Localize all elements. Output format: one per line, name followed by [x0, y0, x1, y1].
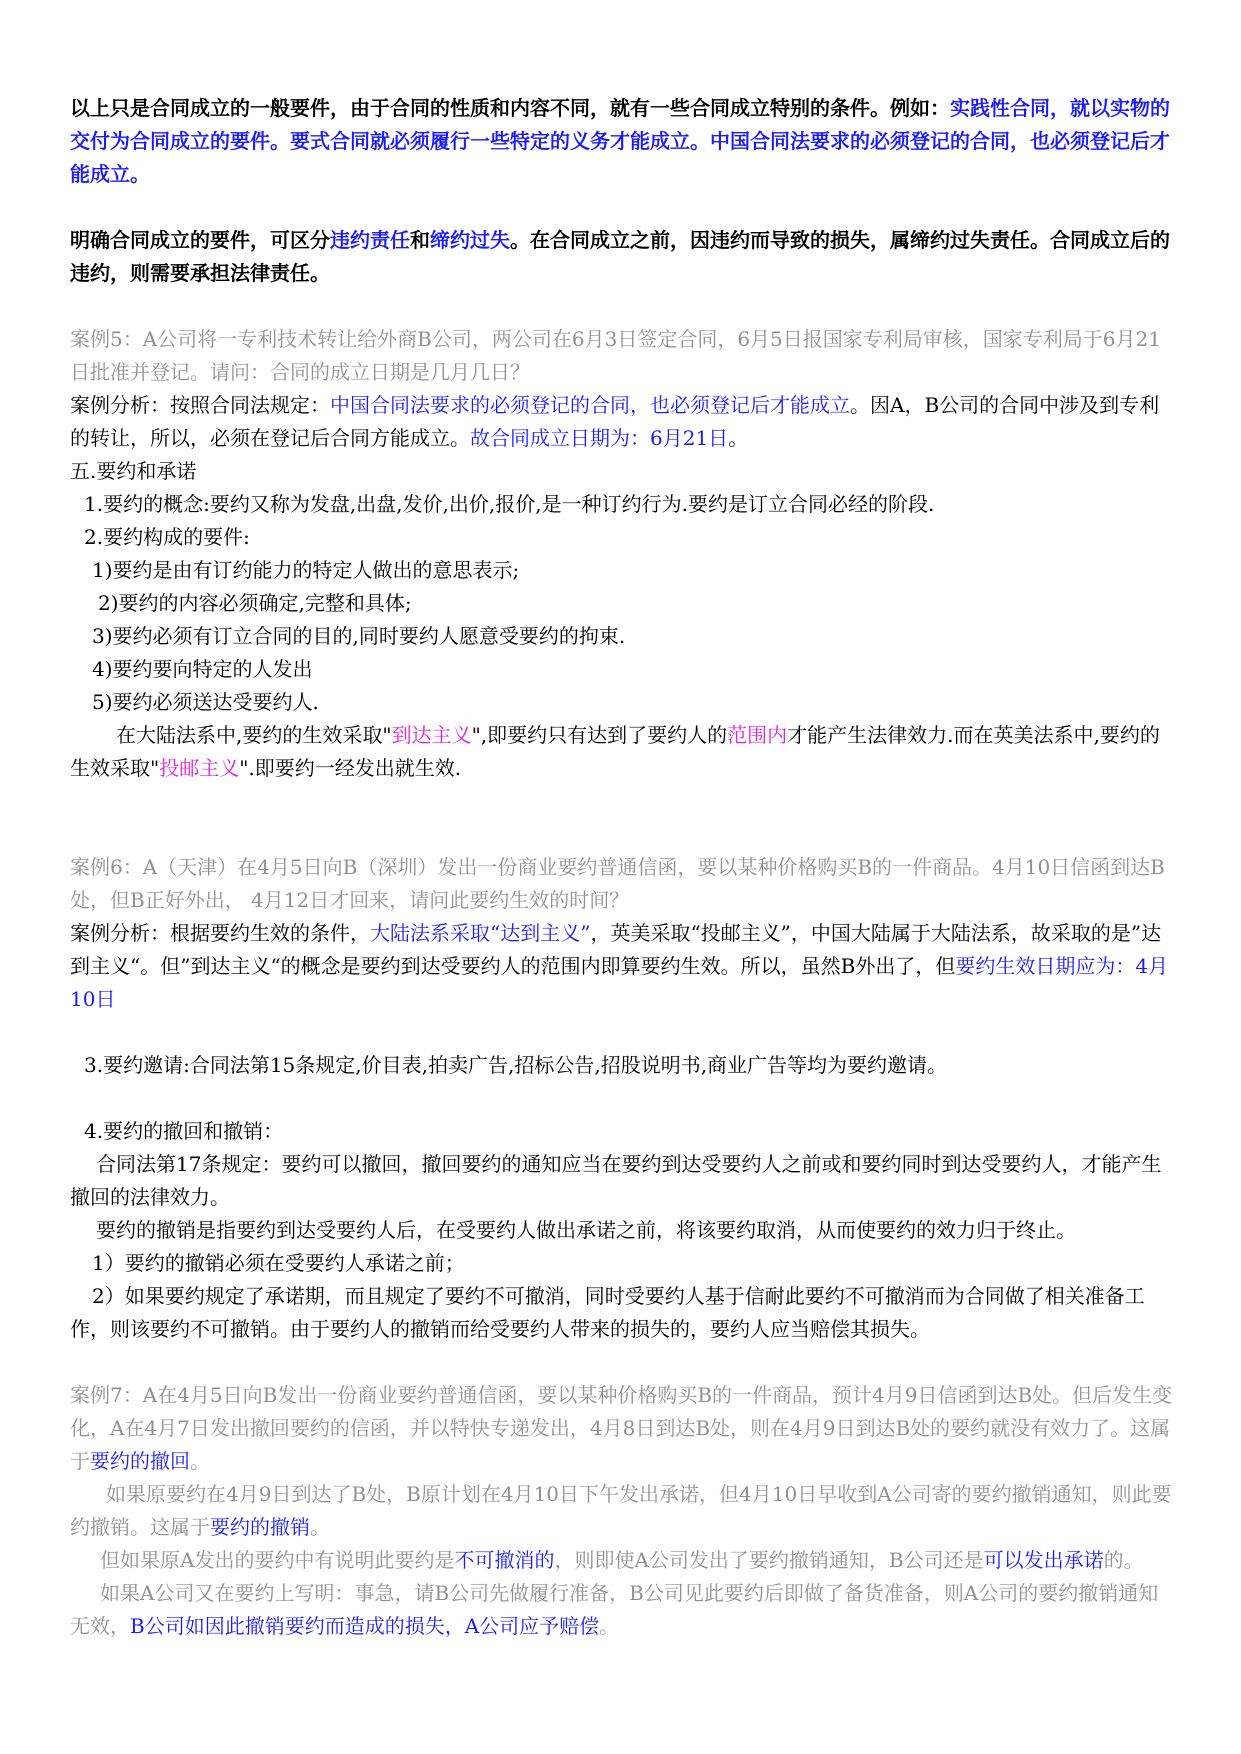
case7-p1-c: 。: [190, 1449, 210, 1473]
case7-p4-a: 如果A公司又在要约上写明：事急，请B公司先做履行准备，B公司见此要约后即做了备货准备，则A公司的要约撤销通知无效，: [70, 1581, 1159, 1638]
rule-a: 在大陆法系中,要约的生效采取": [116, 723, 392, 747]
case7-p3-e: 的。: [1103, 1548, 1144, 1572]
item4-title: 4.要约的撤回和撤销：: [84, 1119, 284, 1143]
case7-p3: [70, 1544, 1176, 1577]
para2-breach-liability: 违约责任: [330, 228, 410, 252]
rule-g: ".即要约一经发出就生效.: [239, 756, 462, 780]
para1-text: 以上只是合同成立的一般要件，由于合同的性质和内容不同，就有一些合同成立特别的条件。例如：: [70, 96, 950, 120]
case5-analysis-e: 。: [728, 426, 749, 450]
para2-text-a: 明确合同成立的要件，可区分: [70, 228, 330, 252]
item4-p3: 1）要约的撤销必须在受要约人承诺之前；: [92, 1251, 465, 1275]
document-page: [70, 92, 1176, 1643]
case6-analysis-b: 大陆法系采取“达到主义”: [370, 921, 591, 945]
rule-c: ",即要约只有达到了要约人的: [471, 723, 728, 747]
section5-req5: 5)要约必须送达受要约人.: [92, 690, 319, 714]
case5-analysis-c: 。因A，B公司的合同中涉及到专利的转让，所以，必须在登记后合同方能成立。: [70, 393, 1160, 450]
item4-p2: 要约的撤销是指要约到达受要约人后，在受要约人做出承诺之前，将该要约取消，从而使要约的效力归于终止。: [96, 1218, 1076, 1242]
case7-p2-a: 如果原要约在4月9日到达了B处，B原计划在4月10日下午发出承诺，但4月10日早收到A公司寄的要约撤销通知，则此要约撤销。这属于: [70, 1482, 1172, 1539]
case7-p3-c: ，则即使A公司发出了要约撤销通知，B公司还是: [554, 1548, 984, 1572]
case5-analysis-d: 故合同成立日期为：6月21日: [470, 426, 729, 450]
case6-analysis-d: 要约生效日期应为：4月10日: [70, 954, 1169, 1011]
case7-revocation: 要约的撤销: [210, 1515, 310, 1539]
rule-e: 才能产生法律效力.而在英美法系中,要约的生效采取": [70, 723, 1160, 780]
case7-p2: [70, 1478, 1176, 1544]
section5-rule: [70, 719, 1176, 785]
case7-p3-a: 但如果原A发出的要约中有说明此要约是: [100, 1548, 455, 1572]
case5-analysis-b: 中国合同法要求的必须登记的合同，也必须登记后才能成立: [330, 393, 850, 417]
case5-analysis-a: 案例分析：按照合同法规定：: [70, 393, 330, 417]
case6-analysis: [70, 917, 1176, 1016]
section5-item1: 1.要约的概念:要约又称为发盘,出盘,发价,出价,报价,是一种订约行为.要约是订立合同必经的阶段.: [84, 492, 935, 516]
para2-text-c: 和: [410, 228, 430, 252]
section5-title: 五.要约和承诺: [70, 459, 197, 483]
item4-p1: 合同法第17条规定：要约可以撤回，撤回要约的通知应当在要约到达受要约人之前或和要约同时到达受要约人，才能产生撤回的法律效力。: [70, 1152, 1162, 1209]
para-special-conditions: [70, 92, 1176, 191]
item3-invitation: 3.要约邀请:合同法第15条规定,价目表,拍卖广告,招标公告,招股说明书,商业广告等均为要约邀请。: [84, 1053, 948, 1077]
case7-p4-c: 。: [599, 1614, 620, 1638]
para-distinguish-liability: [70, 224, 1176, 290]
case5-analysis: [70, 389, 1176, 455]
section5-req4: 4)要约要向特定的人发出: [92, 657, 313, 681]
para1-highlight: 实践性合同，就以实物的交付为合同成立的要件。要式合同就必须履行一些特定的义务才能成立。中国合同法要求的必须登记的合同，也必须登记后才能成立。: [70, 96, 1170, 186]
case7-p4: [70, 1577, 1176, 1643]
case7-p1: [70, 1379, 1176, 1478]
rule-mailbox: 投邮主义: [159, 756, 240, 780]
case6-analysis-a: 案例分析：根据要约生效的条件，: [70, 921, 370, 945]
para2-culpa: 缔约过失: [430, 228, 510, 252]
case7-p1-a: 案例7：A在4月5日向B发出一份商业要约普通信函，要以某种价格购买B的一件商品，预计4月9日信函到达B处。但后发生变化，A在4月7日发出撤回要约的信函，并以特快专递发出，4月8日到达B处，则在4月9日到达B处的要约就没有效力了。这属于: [70, 1383, 1173, 1473]
para2-text-e: 。在合同成立之前，因违约而导致的损失，属缔约过失责任。合同成立后的违约，则需要承担法律责任。: [70, 228, 1170, 285]
rule-scope: 范围内: [727, 723, 788, 747]
section5-req2: 2)要约的内容必须确定,完整和具体;: [98, 591, 412, 615]
case7-compensation: B公司如因此撤销要约而造成的损失，A公司应予赔偿: [130, 1614, 600, 1638]
case5-text: 案例5：A公司将一专利技术转让给外商B公司，两公司在6月3日签定合同，6月5日报国家专利局审核，国家专利局于6月21日批准并登记。请问：合同的成立日期是几月几日？: [70, 327, 1161, 384]
case7-p2-c: 。: [310, 1515, 330, 1539]
section5-req1: 1)要约是由有订约能力的特定人做出的意思表示;: [92, 558, 520, 582]
case7-withdrawal: 要约的撤回: [90, 1449, 190, 1473]
case7-can-accept: 可以发出承诺: [983, 1548, 1104, 1572]
section5-req3: 3)要约必须有订立合同的目的,同时要约人愿意受要约的拘束.: [92, 624, 626, 648]
case6-analysis-c: ，英美采取“投邮主义”，中国大陆属于大陆法系，故采取的是”达到主义“。但”到达主义“的概念是要约到达受要约人的范围内即算要约生效。所以，虽然B外出了，但: [70, 921, 1162, 978]
rule-arrival: 到达主义: [391, 723, 472, 747]
section5-item2: 2.要约构成的要件:: [84, 525, 250, 549]
item4-p4: 2）如果要约规定了承诺期，而且规定了要约不可撤消，同时受要约人基于信耐此要约不可撤消而为合同做了相关准备工作，则该要约不可撤销。由于要约人的撤销而给受要约人带来的损失的，要约人应当赔偿其损失。: [70, 1284, 1145, 1341]
case7-irrevocable: 不可撤消的: [454, 1548, 555, 1572]
case6-text: 案例6：A（天津）在4月5日向B（深圳）发出一份商业要约普通信函，要以某种价格购买B的一件商品。4月10日信函到达B处，但B正好外出， 4月12日才回来，请问此要约生效的时间？: [70, 855, 1165, 912]
